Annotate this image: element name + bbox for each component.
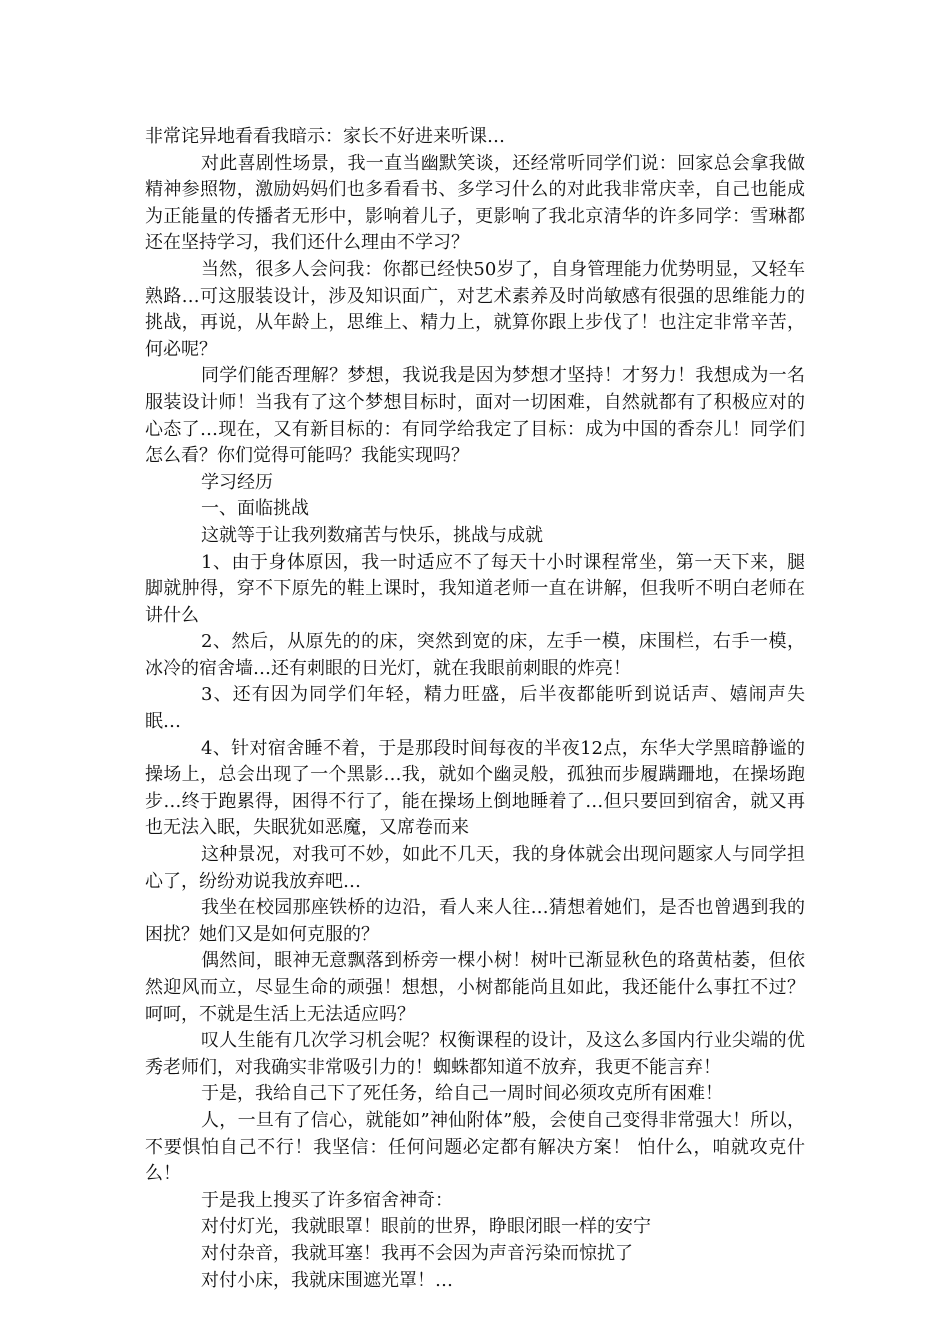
paragraph: 叹人生能有几次学习机会呢？权衡课程的设计，及这么多国内行业尖端的优秀老师们，对我确实非常吸引力的！蜘蛛都知道不放弃，我更不能言弃！ (145, 1030, 805, 1078)
subsection-heading: 一、面临挑战 (201, 498, 309, 520)
section-heading: 学习经历 (201, 471, 273, 493)
paragraph: 于是，我给自己下了死任务，给自己一周时间必须攻克所有困难！ (201, 1083, 723, 1105)
paragraph: 对付杂音，我就耳塞！我再不会因为声音污染而惊扰了 (201, 1242, 633, 1264)
list-item: 2、然后，从原先的的床，突然到宽的床，左手一模，床围栏，右手一模，冰冷的宿舍墙…还有刺眼的日光灯，就在我眼前刺眼的炸亮！ (145, 631, 805, 679)
paragraph: 这种景况，对我可不妙，如此不几天，我的身体就会出现问题家人与同学担心了，纷纷劝说我放弃吧… (145, 844, 805, 892)
paragraph: 对付小床，我就床围遮光罩！… (201, 1269, 453, 1291)
paragraph: 对付灯光，我就眼罩！眼前的世界，睁眼闭眼一样的安宁 (201, 1216, 651, 1238)
paragraph-continuation: 非常诧异地看看我暗示：家长不好进来听课… (145, 126, 505, 147)
document-body (145, 124, 805, 1294)
paragraph: 同学们能否理解？梦想，我说我是因为梦想才坚持！才努力！我想成为一名服装设计师！当我有了这个梦想目标时，面对一切困难，自然就都有了积极应对的心态了…现在，又有新目标的：有同学给我定了目标：成为中国的香奈儿！同学们怎么看？你们觉得可能吗？我能实现吗？ (145, 365, 805, 467)
list-item: 4、针对宿舍睡不着，于是那段时间每夜的半夜12点，东华大学黑暗静谧的操场上，总会出现了一个黑影…我，就如个幽灵般，孤独而步履蹒跚地，在操场跑步…终于跑累得，困得不行了，能在操场上倒地睡着了…但只要回到宿舍，就又再也无法入眠，失眠犹如恶魔，又席卷而来 (145, 737, 805, 839)
list-item: 3、还有因为同学们年轻，精力旺盛，后半夜都能听到说话声、嬉闹声失眠… (145, 684, 805, 733)
paragraph: 人，一旦有了信心，就能如”神仙附体”般，会使自己变得非常强大！所以，不要惧怕自己不行！我坚信：任何问题必定都有解决方案！ 怕什么，咱就攻克什么！ (145, 1109, 805, 1185)
paragraph: 我坐在校园那座铁桥的边沿，看人来人往…猜想着她们，是否也曾遇到我的困扰？她们又是如何克服的？ (145, 897, 805, 945)
paragraph: 这就等于让我列数痛苦与快乐，挑战与成就 (201, 524, 543, 546)
paragraph: 当然，很多人会问我：你都已经快50岁了，自身管理能力优势明显，又轻车熟路…可这服装设计，涉及知识面广，对艺术素养及时尚敏感有很强的思维能力的挑战，再说，从年龄上，思维上、精力上，就算你跟上步伐了！也注定非常辛苦，何必呢？ (145, 258, 805, 360)
paragraph: 对此喜剧性场景，我一直当幽默笑谈，还经常听同学们说：回家总会拿我做精神参照物，激励妈妈们也多看看书、多学习什么的对此我非常庆幸，自己也能成为正能量的传播者无形中，影响着儿子，更影响了我北京清华的许多同学：雪琳都还在坚持学习，我们还什么理由不学习？ (145, 152, 805, 254)
paragraph: 偶然间，眼神无意飘落到桥旁一棵小树！树叶已渐显秋色的珞黄枯萎，但依然迎风而立，尽显生命的顽强！想想，小树都能尚且如此，我还能什么事扛不过？呵呵，不就是生活上无法适应吗？ (145, 950, 805, 1025)
list-item: 1、由于身体原因，我一时适应不了每天十小时课程常坐，第一天下来，腿脚就肿得，穿不下原先的鞋上课时，我知道老师一直在讲解，但我听不明白老师在讲什么 (145, 551, 805, 626)
paragraph: 于是我上搜买了许多宿舍神奇： (201, 1189, 453, 1211)
